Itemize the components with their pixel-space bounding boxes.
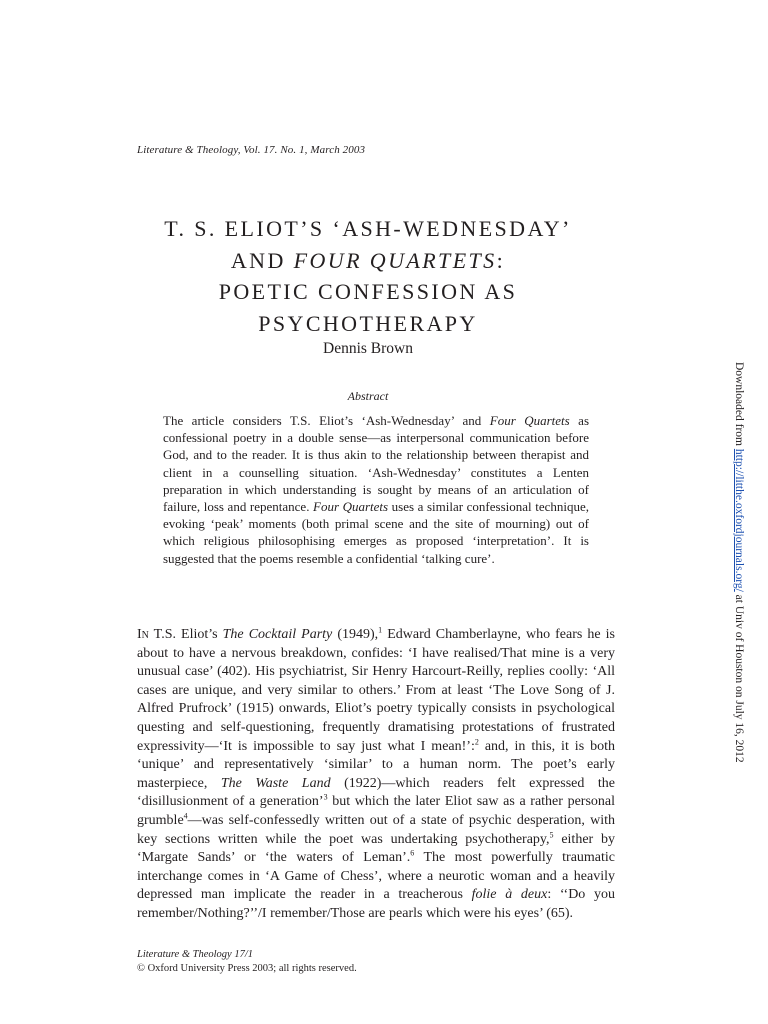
abstract-part-3: uses a similar confessional technique, evoking ‘peak’ moments (both primal scene and the site of mourning) out of which religious philosophising emerges as proposed ‘interpretation’. It is suggested that the poems resemble a confidential ‘talking cure’. — [163, 499, 589, 566]
body-text-10: : ‘‘Do you remember/Nothing?’’/I remember/Those are pearls which were his eyes’ (65). — [137, 887, 615, 921]
body-text-9: The most powerfully traumatic interchange comes in ‘A Game of Chess’, where a neurotic woman and a heavily depressed man implicate the reader in a treacherous — [137, 850, 616, 903]
footnote-ref-2[interactable]: 2 — [474, 736, 479, 746]
author-name: Dennis Brown — [323, 340, 413, 357]
title-line-2-suffix: : — [496, 247, 506, 273]
body-paragraph — [137, 626, 615, 924]
abstract-italic-1: Four Quartets — [489, 413, 570, 428]
body-italic-cocktail-party: The Cocktail Party — [222, 627, 333, 642]
footnote-ref-1[interactable]: 1 — [378, 625, 383, 635]
title-line-4: PSYCHOTHERAPY — [258, 310, 478, 336]
body-text-1: T.S. Eliot’s — [148, 627, 223, 642]
abstract-italic-2: Four Quartets — [313, 499, 389, 515]
body-italic-waste-land: The Waste Land — [220, 775, 331, 791]
body-text-4: and, in this, it is both ‘unique’ and representatively ‘similar’ to a human norm. The poet’s early masterpiece, — [137, 738, 616, 791]
footer-copyright: © Oxford University Press 2003; all rights reserved. — [137, 963, 357, 974]
body-italic-folie-a-deux: folie à deux — [471, 887, 548, 903]
journal-citation: Literature & Theology, Vol. 17. No. 1, March 2003 — [137, 144, 366, 156]
abstract-part-1: The article considers T.S. Eliot’s ‘Ash-Wednesday’ and — [163, 413, 490, 428]
title-line-2-prefix: AND — [230, 247, 294, 273]
footnote-ref-6[interactable]: 6 — [410, 848, 415, 858]
title-line-1: T. S. ELIOT’S ‘ASH-WEDNESDAY’ — [164, 216, 572, 241]
footnote-ref-5[interactable]: 5 — [549, 829, 554, 839]
footer-journal: Literature & Theology 17/1 — [137, 949, 253, 960]
body-text-3: Edward Chamberlayne, who fears he is about to have a nervous breakdown, confides: ‘I have realised/That mine is a very unusual case’ (402). His psychiatrist, Sir Henry Harcourt-Reilly, replies coolly: ‘All cases are unique, and very similar to others.’ From at least ‘The Love Song of J. Alfred Prufrock’ (1915) onwards, Eliot’s poetry typically consists in psychological questing and self-questioning, frequently dramatising protestations of frustrated expressivity—‘It is impossible to say just what I mean!’: — [137, 627, 615, 754]
download-notice-prefix: Downloaded from — [733, 362, 745, 449]
download-notice-suffix: at Univ of Houston on July 16, 2012 — [733, 591, 745, 763]
download-link[interactable]: http://litthe.oxfordjournals.org/ — [733, 448, 745, 592]
body-text-7: —was self-confessedly written out of a state of psychic desperation, with key sections written while the poet was undertaking psychotherapy, — [137, 812, 615, 847]
body-text-8: either by ‘Margate Sands’ or ‘the waters of Leman’. — [137, 831, 615, 866]
opening-word: In — [137, 627, 149, 642]
title-line-3: POETIC CONFESSION AS — [218, 279, 518, 304]
abstract-part-2: as confessional poetry in a double sense—as interpersonal communication before God, and to the reader. It is thus akin to the relationship between therapist and client in a counselling situation. ‘Ash-Wednesday’ constitutes a Lenten preparation in which understanding is sought by means of an articulation of failure, loss and repentance. — [163, 413, 590, 515]
download-notice — [733, 362, 745, 763]
body-text-6: but which the later Eliot saw as a rather personal grumble — [137, 794, 616, 828]
body-text-2: (1949), — [332, 627, 379, 642]
article-title — [120, 213, 616, 339]
abstract-text — [163, 412, 589, 567]
title-italic-four-quartets: FOUR QUARTETS — [293, 247, 497, 273]
abstract-heading: Abstract — [347, 389, 389, 403]
body-text-5: (1922)—which readers felt expressed the ‘disillusionment of a generation’ — [137, 775, 615, 810]
footnote-ref-4[interactable]: 4 — [183, 811, 188, 821]
footnote-ref-3[interactable]: 3 — [323, 792, 328, 802]
